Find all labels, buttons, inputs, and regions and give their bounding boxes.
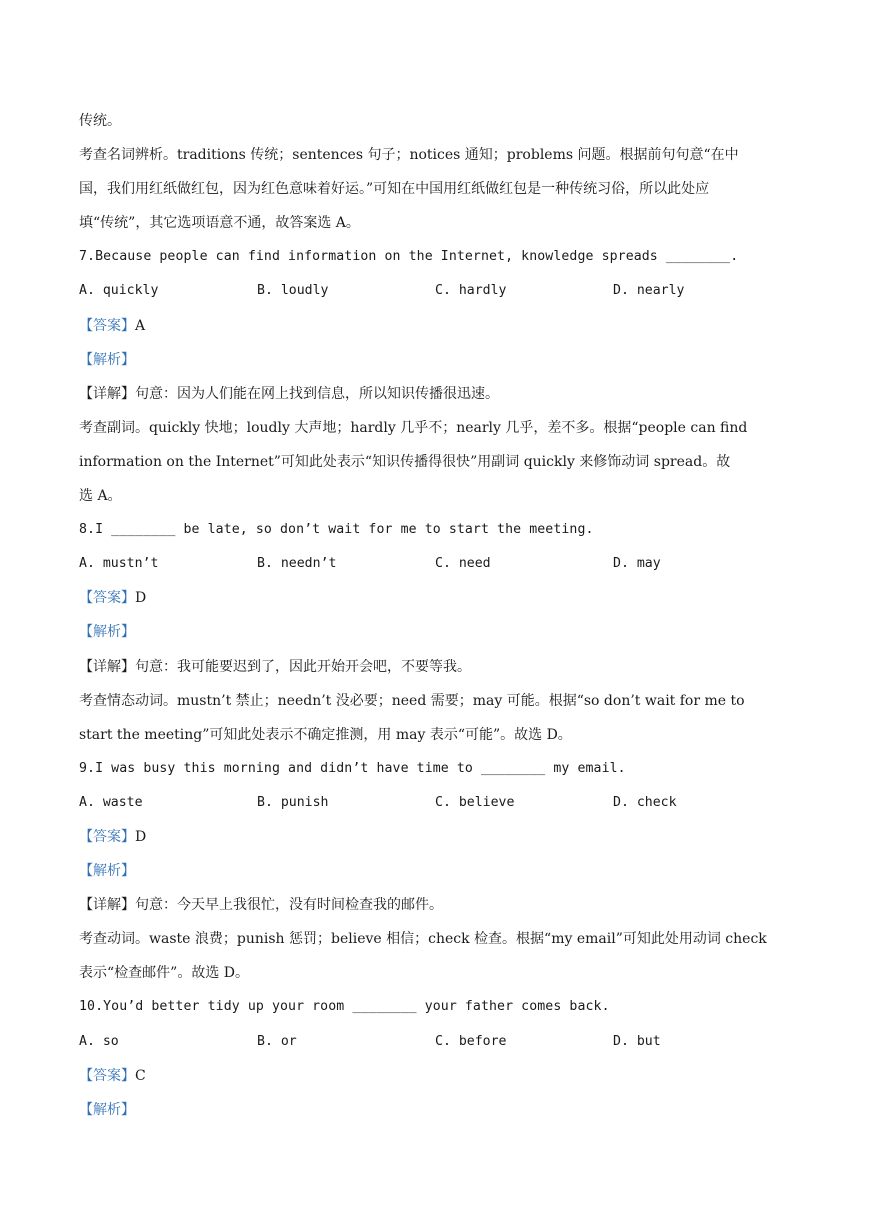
answer-label: 【答案】 — [79, 317, 135, 334]
answer-value: A — [135, 317, 146, 334]
explanation-line: 选 A。 — [79, 488, 122, 505]
detail-label: 【详解】 — [79, 385, 135, 402]
previous-analysis-line: 填“传统”，其它选项语意不通，故答案选 A。 — [79, 215, 360, 232]
analysis-line — [79, 1093, 791, 1127]
detail-line — [79, 377, 791, 411]
explanation-line: information on the Internet”可知此处表示“知识传播得很快”用副词 quickly 来修饰动词 spread。故 — [79, 453, 731, 470]
detail-line — [79, 888, 791, 922]
previous-analysis-line: 考查名词辨析。traditions 传统；sentences 句子；notices 通知；problems 问题。根据前句句意“在中 — [79, 147, 739, 164]
analysis-line — [79, 854, 791, 888]
question-stem: 7.Because people can find information on the Internet, knowledge spreads ________. — [79, 249, 739, 265]
analysis-line — [79, 615, 791, 649]
question-options — [79, 786, 791, 820]
option-a: A. mustn’t — [79, 556, 159, 572]
previous-answer-tail: 传统。 — [79, 113, 121, 129]
previous-analysis-line: 国，我们用红纸做红包，因为红色意味着好运。”可知在中国用红纸做红包是一种传统习俗，所以此处应 — [79, 181, 710, 198]
explanation-line: 表示“检查邮件”。故选 D。 — [79, 965, 249, 982]
answer-line — [79, 1059, 791, 1093]
detail-text: 句意：今天早上我很忙，没有时间检查我的邮件。 — [135, 897, 443, 914]
question-options — [79, 1025, 791, 1059]
question-options — [79, 547, 791, 581]
answer-label: 【答案】 — [79, 1067, 135, 1084]
answer-line — [79, 309, 791, 343]
option-b: B. needn’t — [257, 556, 337, 572]
option-b: B. punish — [257, 794, 329, 810]
question-stem: 8.I ________ be late, so don’t wait for me to start the meeting. — [79, 522, 594, 538]
option-c: C. believe — [435, 794, 515, 810]
answer-line — [79, 820, 791, 854]
explanation-line: start the meeting”可知此处表示不确定推测，用 may 表示“可能”。故选 D。 — [79, 726, 572, 743]
analysis-label: 【解析】 — [79, 1101, 135, 1118]
analysis-label: 【解析】 — [79, 624, 135, 641]
option-b: B. loudly — [257, 283, 329, 299]
answer-value: D — [135, 590, 147, 607]
option-d: D. but — [613, 1033, 661, 1049]
analysis-line — [79, 343, 791, 377]
option-a: A. quickly — [79, 283, 159, 299]
answer-value: C — [135, 1067, 146, 1084]
detail-line — [79, 650, 791, 684]
detail-label: 【详解】 — [79, 658, 135, 675]
option-a: A. so — [79, 1033, 119, 1049]
question-stem: 9.I was busy this morning and didn’t have time to ________ my email. — [79, 760, 626, 776]
option-d: D. nearly — [613, 283, 685, 299]
detail-text: 句意：因为人们能在网上找到信息，所以知识传播很迅速。 — [135, 385, 499, 402]
option-d: D. check — [613, 794, 677, 810]
answer-label: 【答案】 — [79, 828, 135, 845]
explanation-line: 考查情态动词。mustn’t 禁止；needn’t 没必要；need 需要；may 可能。根据“so don’t wait for me to — [79, 692, 745, 709]
explanation-line: 考查副词。quickly 快地；loudly 大声地；hardly 几乎不；nearly 几乎，差不多。根据“people can find — [79, 419, 748, 436]
option-d: D. may — [613, 556, 661, 572]
option-a: A. waste — [79, 794, 143, 810]
answer-line — [79, 581, 791, 615]
analysis-label: 【解析】 — [79, 351, 135, 368]
document-page — [79, 104, 791, 1127]
detail-text: 句意：我可能要迟到了，因此开始开会吧，不要等我。 — [135, 658, 471, 675]
option-c: C. need — [435, 556, 491, 572]
detail-label: 【详解】 — [79, 897, 135, 914]
answer-value: D — [135, 828, 147, 845]
option-c: C. hardly — [435, 283, 507, 299]
option-b: B. or — [257, 1033, 297, 1049]
explanation-line: 考查动词。waste 浪费；punish 惩罚；believe 相信；check 检查。根据“my email”可知此处用动词 check — [79, 931, 767, 948]
question-stem: 10.You’d better tidy up your room ________ your father comes back. — [79, 999, 610, 1015]
answer-label: 【答案】 — [79, 590, 135, 607]
analysis-label: 【解析】 — [79, 863, 135, 880]
question-options — [79, 274, 791, 308]
option-c: C. before — [435, 1033, 507, 1049]
